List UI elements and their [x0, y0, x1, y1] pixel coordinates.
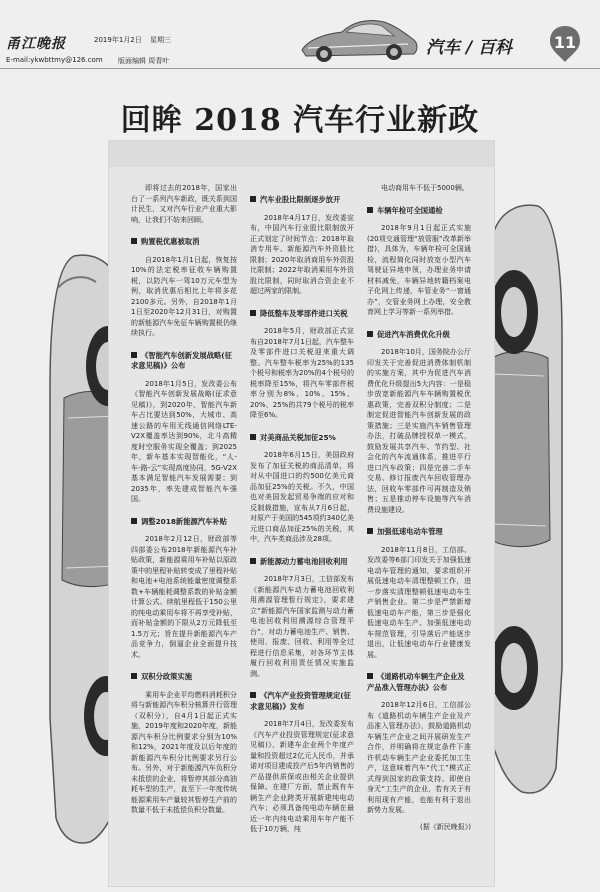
- header-weekday: 星期三: [150, 36, 171, 44]
- article-column-2: [250, 183, 354, 838]
- bullet-square-icon: [131, 673, 137, 679]
- bullet-square-icon: [131, 518, 137, 524]
- article-paragraph: 乘用车企业平均燃料消耗积分将与新能源汽车积分核算并行管理（双积分），自4月1日起正式实施，2019年度和2020年度，新能源汽车积分比例要求分别为10%和12%，2021年度及以后年度的新能源汽车积分比例要求另行公布。另外，对于新能源汽车负积分未抵偿的企业，将暂停其部分高油耗车型的生产，直至下一年度传统能源乘用车产量较其暂停生产前的数量不低于未抵偿负积分数量。: [131, 690, 237, 814]
- bullet-square-icon: [367, 331, 373, 337]
- section-heading: [250, 433, 354, 444]
- section-heading-text: 对美商品关税加征25%: [260, 432, 336, 442]
- section-heading: [367, 672, 471, 693]
- section-heading: [131, 672, 237, 683]
- page-number: 11: [553, 33, 577, 52]
- header-editor: 版面编辑 周青叶: [118, 57, 170, 65]
- article-paragraph: 即将过去的2018年，国家出台了一系列汽车新政，既关系到国计民生，又对汽车行业产业重大影响，让我们不妨来回顾。: [131, 184, 237, 224]
- article-paragraph: 2018年2月12日，财政部等四部委公布2018年新能源汽车补贴政策，新能源乘用车补贴以原政策中的里程补贴转变成了里程补贴和电池+电池系统能量密度调整系数+车辆能耗调整系数的补贴金额计算公式。续航里程低于150公里的纯电动乘用车将不再享受补贴，而补贴金额的下限从2万元降低至1.5万元；旨在提升新能源汽车产品竞争力，倒逼企业全面提升技术。: [131, 535, 237, 659]
- section-heading-text: 《智能汽车创新发展战略(征求意见稿)》公布: [131, 350, 232, 370]
- section-heading-text: 汽车业股比限制逐步放开: [260, 195, 341, 204]
- section-heading: [250, 557, 354, 568]
- article-paragraph: 2018年11月8日，工信部、发改委等6部门印发关于加强低速电动车管理的通知，要求组织开展低速电动车清理整顿工作，进一步落实清理整顿低速电动车生产销售企业。第二步是严禁新增低速电动车产能，第三步是强化低速电动车生产、加强低速电动车规范管理，引导落后产能逐步退出，让低速电动车行业健康发展。: [367, 545, 471, 659]
- article-paragraph: 2018年12月6日，工信部公布《道路机动车辆生产企业及产品准入管理办法》，鼓励道路机动车辆生产企业之间开展研发生产合作，并明确将在规定条件下准许机动车辆生产企业委托加工生产，这意味着汽车“代工”模式正式得到国家的政策支持。即使自身无“工生产的企业，若有关于有利用现有产能，也能有利于退出新势力发展。: [367, 701, 471, 814]
- article-paragraph: 电动商用车不低于5000辆。: [381, 184, 469, 192]
- bullet-square-icon: [131, 352, 137, 358]
- section-heading-text: 双积分政策实施: [141, 672, 193, 681]
- article-paragraph: 2018年9月1日起正式实施(20项交通管理“放管服”改革新举措)，具体为，车辆年检可全国通检，流程简化同时放宽小型汽车驾驶证异地申领，办理业务申请材料减免，车辆异地转籍档案电子化网上传递，车管业务“一窗通办”，交管业务网上办理，安全教育网上学习等新一系列举措。: [367, 224, 471, 316]
- article-paragraph: 自2018年1月1日起，恢复按10%的法定税率征收车辆购置税，以防汽车一驾10万元车型为例，取消优惠后相比上年将多花2100多元。另外，自2018年1月1日至2020年12月31日，对购置的新能源汽车免征车辆购置税仍继续执行。: [131, 255, 237, 337]
- section-heading: [367, 527, 471, 538]
- section-heading-text: 购置税优惠被取消: [141, 237, 200, 246]
- header-rule: [0, 68, 600, 69]
- section-heading: [250, 691, 354, 712]
- bullet-square-icon: [250, 310, 256, 316]
- section-heading: [131, 351, 237, 372]
- bullet-square-icon: [367, 207, 373, 213]
- section-title: 汽车 / 百科: [426, 38, 513, 58]
- header-date: 2019年1月2日: [94, 36, 142, 44]
- section-heading-text: 车辆年检可全国通检: [377, 205, 443, 215]
- section-heading-text: 《道路机动车辆生产企业及产品准入管理办法》公布: [367, 672, 465, 692]
- section-heading-text: 降低整车及零部件进口关税: [260, 308, 348, 318]
- article-paragraph: 2018年5月，财政部正式宣布自2018年7月1日起，汽车整车及零部件进口关税迎来重大调整。汽车整车税率为25%的135个税号和税率为20%的4个税号的税率降至15%，将汽车零部件税率分别为8%、10%、15%、20%、25%的共79个税号的税率降至6%。: [250, 327, 355, 419]
- bullet-square-icon: [250, 196, 256, 202]
- bullet-square-icon: [250, 434, 256, 440]
- section-heading: [131, 517, 237, 528]
- bullet-square-icon: [367, 673, 373, 679]
- article-column-3: [367, 183, 471, 835]
- section-heading: [367, 330, 471, 341]
- section-heading-text: 《汽车产业投资管理规定(征求意见稿)》发布: [250, 691, 351, 711]
- section-heading-text: 新能源动力蓄电池回收利用: [260, 556, 348, 566]
- bullet-square-icon: [250, 692, 256, 698]
- section-heading-text: 调整2018新能源汽车补贴: [141, 516, 227, 526]
- article-paragraph: 2018年10月，国务院办公厅印发关于完善促进消费体制机制的实施方案，其中为促进汽车消费优化升级提出5大内容：一是稳步放宽新能源汽车车辆购置税优惠政策，完善双积分制度；二是制定促进智能汽车创新发展的政策措施；三是实施汽车销售管理办法，打破品牌授权单一模式，鼓励发展共享汽车、节约型、社会化的汽车流通体系，推进平行进口汽车政策；四是完善二手车交易、修订报废汽车回收管理办法，回收车零部件可再制造及销售；五是推动停车设施等汽车消费设施建设。: [367, 348, 471, 514]
- article-source: (据《新民晚报》): [420, 822, 471, 831]
- section-heading-text: 加强低速电动车管理: [377, 527, 443, 536]
- newspaper-logo: 甬江晚报: [6, 36, 66, 52]
- section-heading: [250, 309, 354, 320]
- section-heading: [367, 206, 471, 217]
- header-email: E-mail:ykwbttmy@126.com: [6, 56, 103, 64]
- bullet-square-icon: [367, 528, 373, 534]
- article-paragraph: 2018年6月15日，美国政府发布了加征关税的商品清单，将对从中国进口的约500亿美元商品加征25%的关税。不久，中国也对美国发起贸易争端的应对和反制裁措施，宣布从7月6日起，对原产于美国的545项约340亿美元进口商品加征25%的关税，其中，汽车类商品涉及28项。: [250, 451, 354, 543]
- bullet-square-icon: [131, 238, 137, 244]
- article-paragraph: 2018年1月5日，发改委公布《智能汽车创新发展战略(征求意见稿)》，到2020年，智能汽车新车占比要达到50%，大城市、高速公路的车用无线通信网络LTE-V2X覆盖率达到90%，北斗高精度时空服务实现全覆盖；到2025年，新车基本实现智能化，“人-车-路-云”实现高度协同，5G-V2X基本满足智能汽车发展需要；到2035年，率先建成智能汽车强国。: [131, 379, 237, 503]
- article-paragraph: 2018年7月4日，发改委发布《汽车产业投资管理规定(征求意见稿)》，新建车企业两个年度产量和投资超过2亿元人民币，并承诺对项目建成投产后5年内销售的产品提供质保或由相关企业提供保障。在建厂方面，禁止既有车辆生产企业跨类开展新建纯电动汽车；必须具备纯电动车辆在最近一年内纯电动乘用车年产能不低于10万辆，纯: [250, 720, 354, 833]
- section-heading: [250, 195, 354, 206]
- bullet-square-icon: [250, 558, 256, 564]
- article-title: 回眸 2018 汽车行业新政: [120, 103, 480, 138]
- article-column-1: [131, 183, 237, 819]
- section-heading-text: 促进汽车消费优化升级: [377, 329, 450, 339]
- section-heading: [131, 237, 237, 248]
- article-paragraph: 2018年4月17日，发改委宣布，中国汽车行业股比限制放开正式划定了时间节点：2018年取消专用车、新能源汽车外资股比限制；2020年取消商用车外资股比限制；2022年取消乘用车外资股比限制，同时取消合资企业不超过两家的限制。: [250, 213, 354, 295]
- header-car-illustration: [298, 10, 420, 68]
- article-paragraph: 2018年7月3日，工信部发布《新能源汽车动力蓄电池回收利用溯源管理暂行规定》，要求建立“新能源汽车国家监测与动力蓄电池回收利用溯源综合管理平台”，对动力蓄电池生产、销售、使用、报废、回收、利用等全过程进行信息采集，对各环节主体履行回收利用责任情况实施监测。: [250, 575, 354, 678]
